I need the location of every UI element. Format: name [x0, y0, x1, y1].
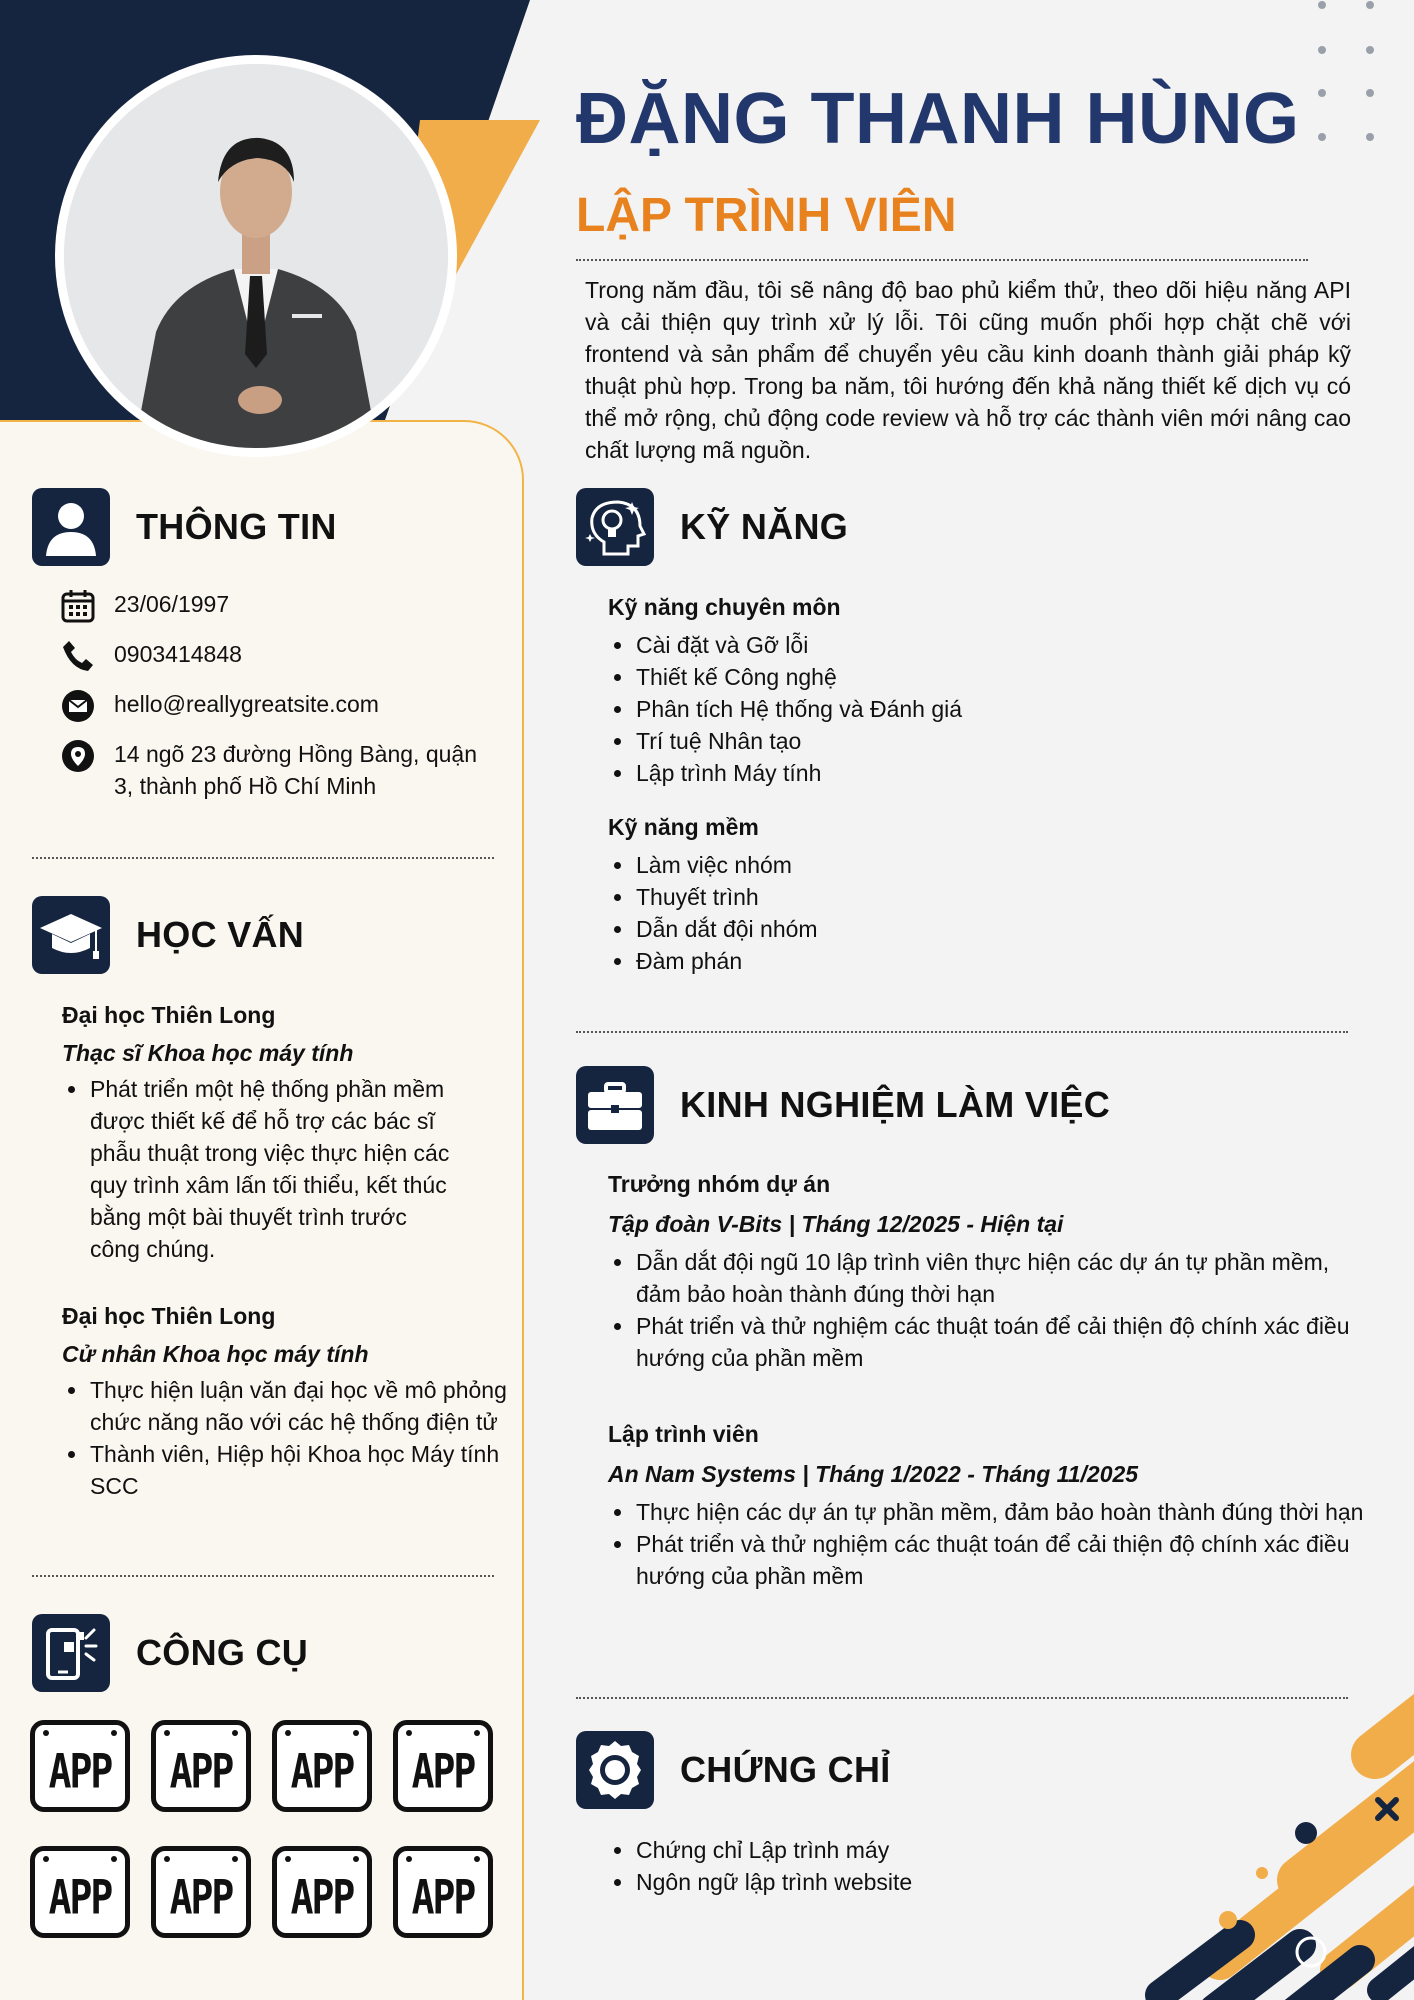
job-meta: Tập đoàn V-Bits | Tháng 12/2025 - Hiện tại	[608, 1211, 1064, 1237]
contact-list	[60, 588, 500, 816]
phone-icon	[60, 638, 96, 674]
list-item: Phát triển và thử nghiệm các thuật toán để cải thiện độ chính xác điều hướng của phần mềm	[608, 1310, 1380, 1374]
job-entry-1	[608, 1168, 1380, 1374]
list-item: Thực hiện các dự án tự phần mềm, đảm bảo hoàn thành đúng thời hạn	[608, 1496, 1380, 1528]
app-tile	[151, 1720, 251, 1812]
list-item: Phân tích Hệ thống và Đánh giá	[608, 693, 1368, 725]
profile-photo	[64, 64, 448, 448]
career-summary: Trong năm đầu, tôi sẽ nâng độ bao phủ kiểm thử, theo dõi hiệu năng API và cải thiện quy trình xử lý lỗi. Tôi cũng muốn phối hợp chặt chẽ với frontend và sản phẩm để chuyển yêu cầu kinh doanh thành giải pháp kỹ thuật phù hợp. Trong ba năm, tôi hướng đến khả năng thiết kế dịch vụ có thể mở rộng, chủ động code review và hỗ trợ các thành viên mới nâng cao chất lượng mã nguồn.	[585, 277, 1351, 463]
app-tile	[393, 1846, 493, 1938]
app-tile	[272, 1720, 372, 1812]
list-item: Thực hiện luận văn đại học về mô phỏng chức năng não với các hệ thống điện tử	[62, 1374, 522, 1438]
list-item: Chứng chỉ Lập trình máy	[608, 1834, 1308, 1866]
job-entry-2	[608, 1418, 1380, 1592]
graduation-cap-icon	[32, 896, 110, 974]
app-tile-label: APP	[48, 1743, 112, 1799]
list-item: Làm việc nhóm	[608, 849, 1368, 881]
list-item: Cài đặt và Gỡ lỗi	[608, 629, 1368, 661]
location-pin-icon	[60, 738, 96, 774]
contact-phone	[60, 638, 500, 674]
list-item: Thành viên, Hiệp hội Khoa học Máy tính SCC	[62, 1438, 522, 1502]
list-item: Lập trình Máy tính	[608, 757, 1368, 789]
job-title: Trưởng nhóm dự án	[608, 1171, 831, 1197]
app-tile-label: APP	[169, 1743, 233, 1799]
hard-skills-title: Kỹ năng chuyên môn	[608, 594, 841, 620]
certificates-section-header	[576, 1731, 891, 1809]
tools-grid	[30, 1720, 510, 1938]
list-item: Trí tuệ Nhân tạo	[608, 725, 1368, 757]
briefcase-icon	[576, 1066, 654, 1144]
skills-section-header	[576, 488, 848, 566]
candidate-name: ĐẶNG THANH HÙNG	[576, 79, 1300, 159]
job-meta: An Nam Systems | Tháng 1/2022 - Tháng 11/2025	[608, 1461, 1139, 1487]
school-name: Đại học Thiên Long	[62, 1002, 276, 1028]
list-item: Ngôn ngữ lập trình website	[608, 1866, 1308, 1898]
app-tile	[272, 1846, 372, 1938]
app-tile-label: APP	[169, 1869, 233, 1925]
job-title: Lập trình viên	[608, 1421, 759, 1447]
tools-section-header	[32, 1614, 308, 1692]
candidate-role: LẬP TRÌNH VIÊN	[576, 189, 957, 242]
education-section-title: HỌC VẤN	[136, 914, 305, 955]
certificates-section-title: CHỨNG CHỈ	[680, 1749, 891, 1790]
divider	[576, 259, 1308, 261]
award-badge-icon	[576, 1731, 654, 1809]
list-item: Phát triển một hệ thống phần mềm được thiết kế để hỗ trợ các bác sĩ phẫu thuật trong việc thực hiện các quy trình xâm lấn tối thiểu, kết thúc bằng một bài thuyết trình trước công chúng.	[62, 1073, 462, 1265]
app-tile-label: APP	[290, 1869, 354, 1925]
app-tile-label: APP	[411, 1869, 475, 1925]
list-item: Đàm phán	[608, 945, 1368, 977]
phone-text[interactable]: 0903414848	[114, 641, 242, 667]
list-item: Dẫn dắt đội nhóm	[608, 913, 1368, 945]
tools-section-title: CÔNG CỤ	[136, 1632, 309, 1673]
divider	[576, 1031, 1348, 1033]
info-section-header	[32, 488, 337, 566]
calendar-icon	[60, 588, 96, 624]
education-entry-1	[62, 999, 522, 1265]
list-item: Thiết kế Công nghệ	[608, 661, 1368, 693]
list-item: Thuyết trình	[608, 881, 1368, 913]
app-tile-label: APP	[48, 1869, 112, 1925]
contact-address	[60, 738, 500, 802]
address-text: 14 ngõ 23 đường Hồng Bàng, quận 3, thành phố Hồ Chí Minh	[114, 741, 477, 799]
degree-name: Thạc sĩ Khoa học máy tính	[62, 1040, 354, 1066]
app-tile	[393, 1720, 493, 1812]
divider	[576, 1697, 1348, 1699]
birthday-text: 23/06/1997	[114, 591, 230, 617]
email-text[interactable]: hello@reallygreatsite.com	[114, 691, 379, 717]
divider	[32, 1575, 494, 1577]
app-tile	[30, 1720, 130, 1812]
list-item: Dẫn dắt đội ngũ 10 lập trình viên thực hiện các dự án tự phần mềm, đảm bảo hoàn thành đúng thời hạn	[608, 1246, 1380, 1310]
user-icon	[32, 488, 110, 566]
lightbulb-head-icon	[576, 488, 654, 566]
education-entry-2	[62, 1300, 522, 1502]
mail-icon	[60, 688, 96, 724]
contact-email	[60, 688, 500, 724]
contact-birthday	[60, 588, 500, 624]
info-section-title: THÔNG TIN	[136, 506, 337, 547]
mobile-app-icon	[32, 1614, 110, 1692]
skills-section-title: KỸ NĂNG	[680, 506, 849, 547]
app-tile-label: APP	[290, 1743, 354, 1799]
list-item: Phát triển và thử nghiệm các thuật toán để cải thiện độ chính xác điều hướng của phần mềm	[608, 1528, 1380, 1592]
education-section-header	[32, 896, 304, 974]
certificates-list	[608, 1834, 1308, 1898]
app-tile	[151, 1846, 251, 1938]
soft-skills-title: Kỹ năng mềm	[608, 814, 759, 840]
app-tile	[30, 1846, 130, 1938]
school-name: Đại học Thiên Long	[62, 1303, 276, 1329]
experience-section-title: KINH NGHIỆM LÀM VIỆC	[680, 1084, 1111, 1125]
degree-name: Cử nhân Khoa học máy tính	[62, 1341, 369, 1367]
experience-section-header	[576, 1066, 1110, 1144]
app-tile-label: APP	[411, 1743, 475, 1799]
skills-content	[608, 591, 1368, 977]
profile-photo-frame	[55, 55, 457, 457]
divider	[32, 857, 494, 859]
